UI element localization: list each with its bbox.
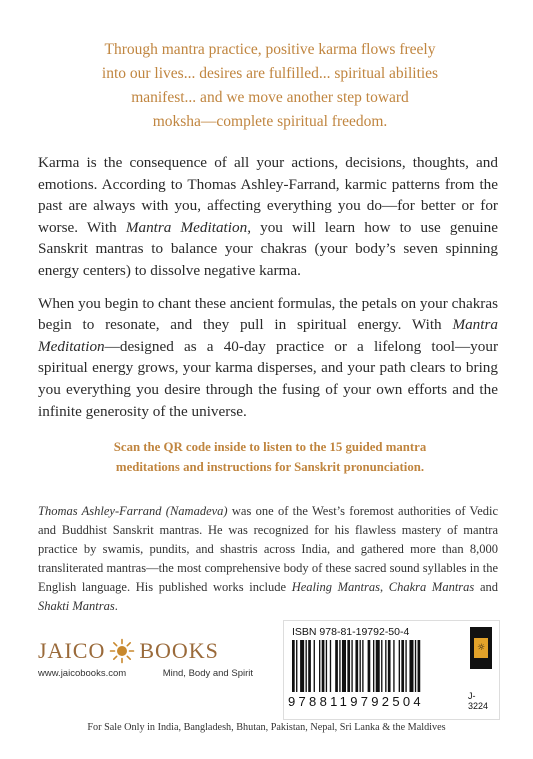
publisher-slogan: Mind, Body and Spirit — [162, 668, 253, 679]
publisher-name-left: JAICO — [38, 638, 106, 663]
description-paragraph-1 — [38, 152, 498, 282]
paragraph-text: Karma is the consequence of all your actions, decisions, thoughts, and emotions. According to Thomas Ashley-Farrand, karmic patterns from the past are always with you, affecting everything you do—for better or for worse. With — [38, 154, 498, 236]
bio-separator: and — [474, 580, 498, 594]
qr-note-line: Scan the QR code inside to listen to the 15 guided mantra — [113, 440, 427, 454]
tagline-line: Through mantra practice, positive karma flows freely — [104, 41, 436, 58]
author-name: Thomas Ashley-Farrand (Namadeva) — [38, 504, 228, 518]
publisher-name-right: BOOKS — [139, 638, 219, 663]
book-title: Mantra Meditation — [38, 316, 498, 355]
sun-icon — [109, 638, 135, 664]
barcode-icon — [290, 640, 460, 694]
publisher-info — [38, 668, 253, 679]
author-bio — [38, 502, 498, 616]
bio-text: was one of the West’s foremost authorities of Vedic and Buddhist Sanskrit mantras. He was recognized for his flawless mastery of mantra practice by swamis, pundits, and shastris across India, and gathered more than 8,000 transliterated mantras—the most comprehensive body of these sacred sound syllables in the English language. His published works include — [38, 504, 499, 594]
publisher-logo — [38, 638, 268, 664]
bio-end: . — [114, 599, 118, 613]
book-title: Mantra Meditation — [125, 218, 248, 236]
tagline-line: moksha—complete spiritual freedom. — [152, 113, 388, 130]
publisher-website: www.jaicobooks.com — [38, 668, 127, 679]
paragraph-text: —designed as a 40-day practice or a lifelong tool—your spiritual energy grows, your karma disperses, and your path clears to bring you everything you desire through the fusing of your own efforts and the infinite generosity of the universe. — [38, 337, 498, 420]
tagline-line: into our lives... desires are fulfilled... spiritual abilities — [101, 65, 439, 82]
isbn-number: ISBN 978-81-19792-50-4 — [292, 626, 410, 638]
description — [38, 152, 498, 433]
work-title: Shakti Mantras — [38, 599, 115, 613]
tagline-line: manifest... and we move another step toward — [131, 89, 409, 106]
sale-territory-note: For Sale Only in India, Bangladesh, Bhutan, Pakistan, Nepal, Sri Lanka & the Maldives — [87, 722, 446, 733]
barcode-digits: 9788119792504 — [288, 694, 424, 709]
work-title: Healing Mantras — [291, 580, 380, 594]
bio-separator: , — [379, 580, 389, 594]
work-title: Chakra Mantras — [388, 580, 475, 594]
qr-note-line: meditations and instructions for Sanskrit pronunciation. — [115, 460, 425, 474]
tagline — [60, 38, 480, 134]
price-tag — [468, 627, 494, 713]
paragraph-text: When you begin to chant these ancient formulas, the petals on your chakras begin to resonate, and they pull in spiritual energy. With — [38, 294, 498, 334]
description-paragraph-2 — [38, 293, 498, 423]
publisher-badge-icon: ☼ — [470, 627, 492, 669]
paragraph-text: , you will learn how to use genuine Sanskrit mantras to balance your chakras (your body’s seven spinning energy centers) to dissolve negative karma. — [38, 218, 498, 279]
qr-note — [60, 437, 480, 477]
barcode-box — [283, 620, 500, 720]
book-code: J-3224 — [468, 691, 489, 711]
publisher-block — [38, 638, 268, 679]
